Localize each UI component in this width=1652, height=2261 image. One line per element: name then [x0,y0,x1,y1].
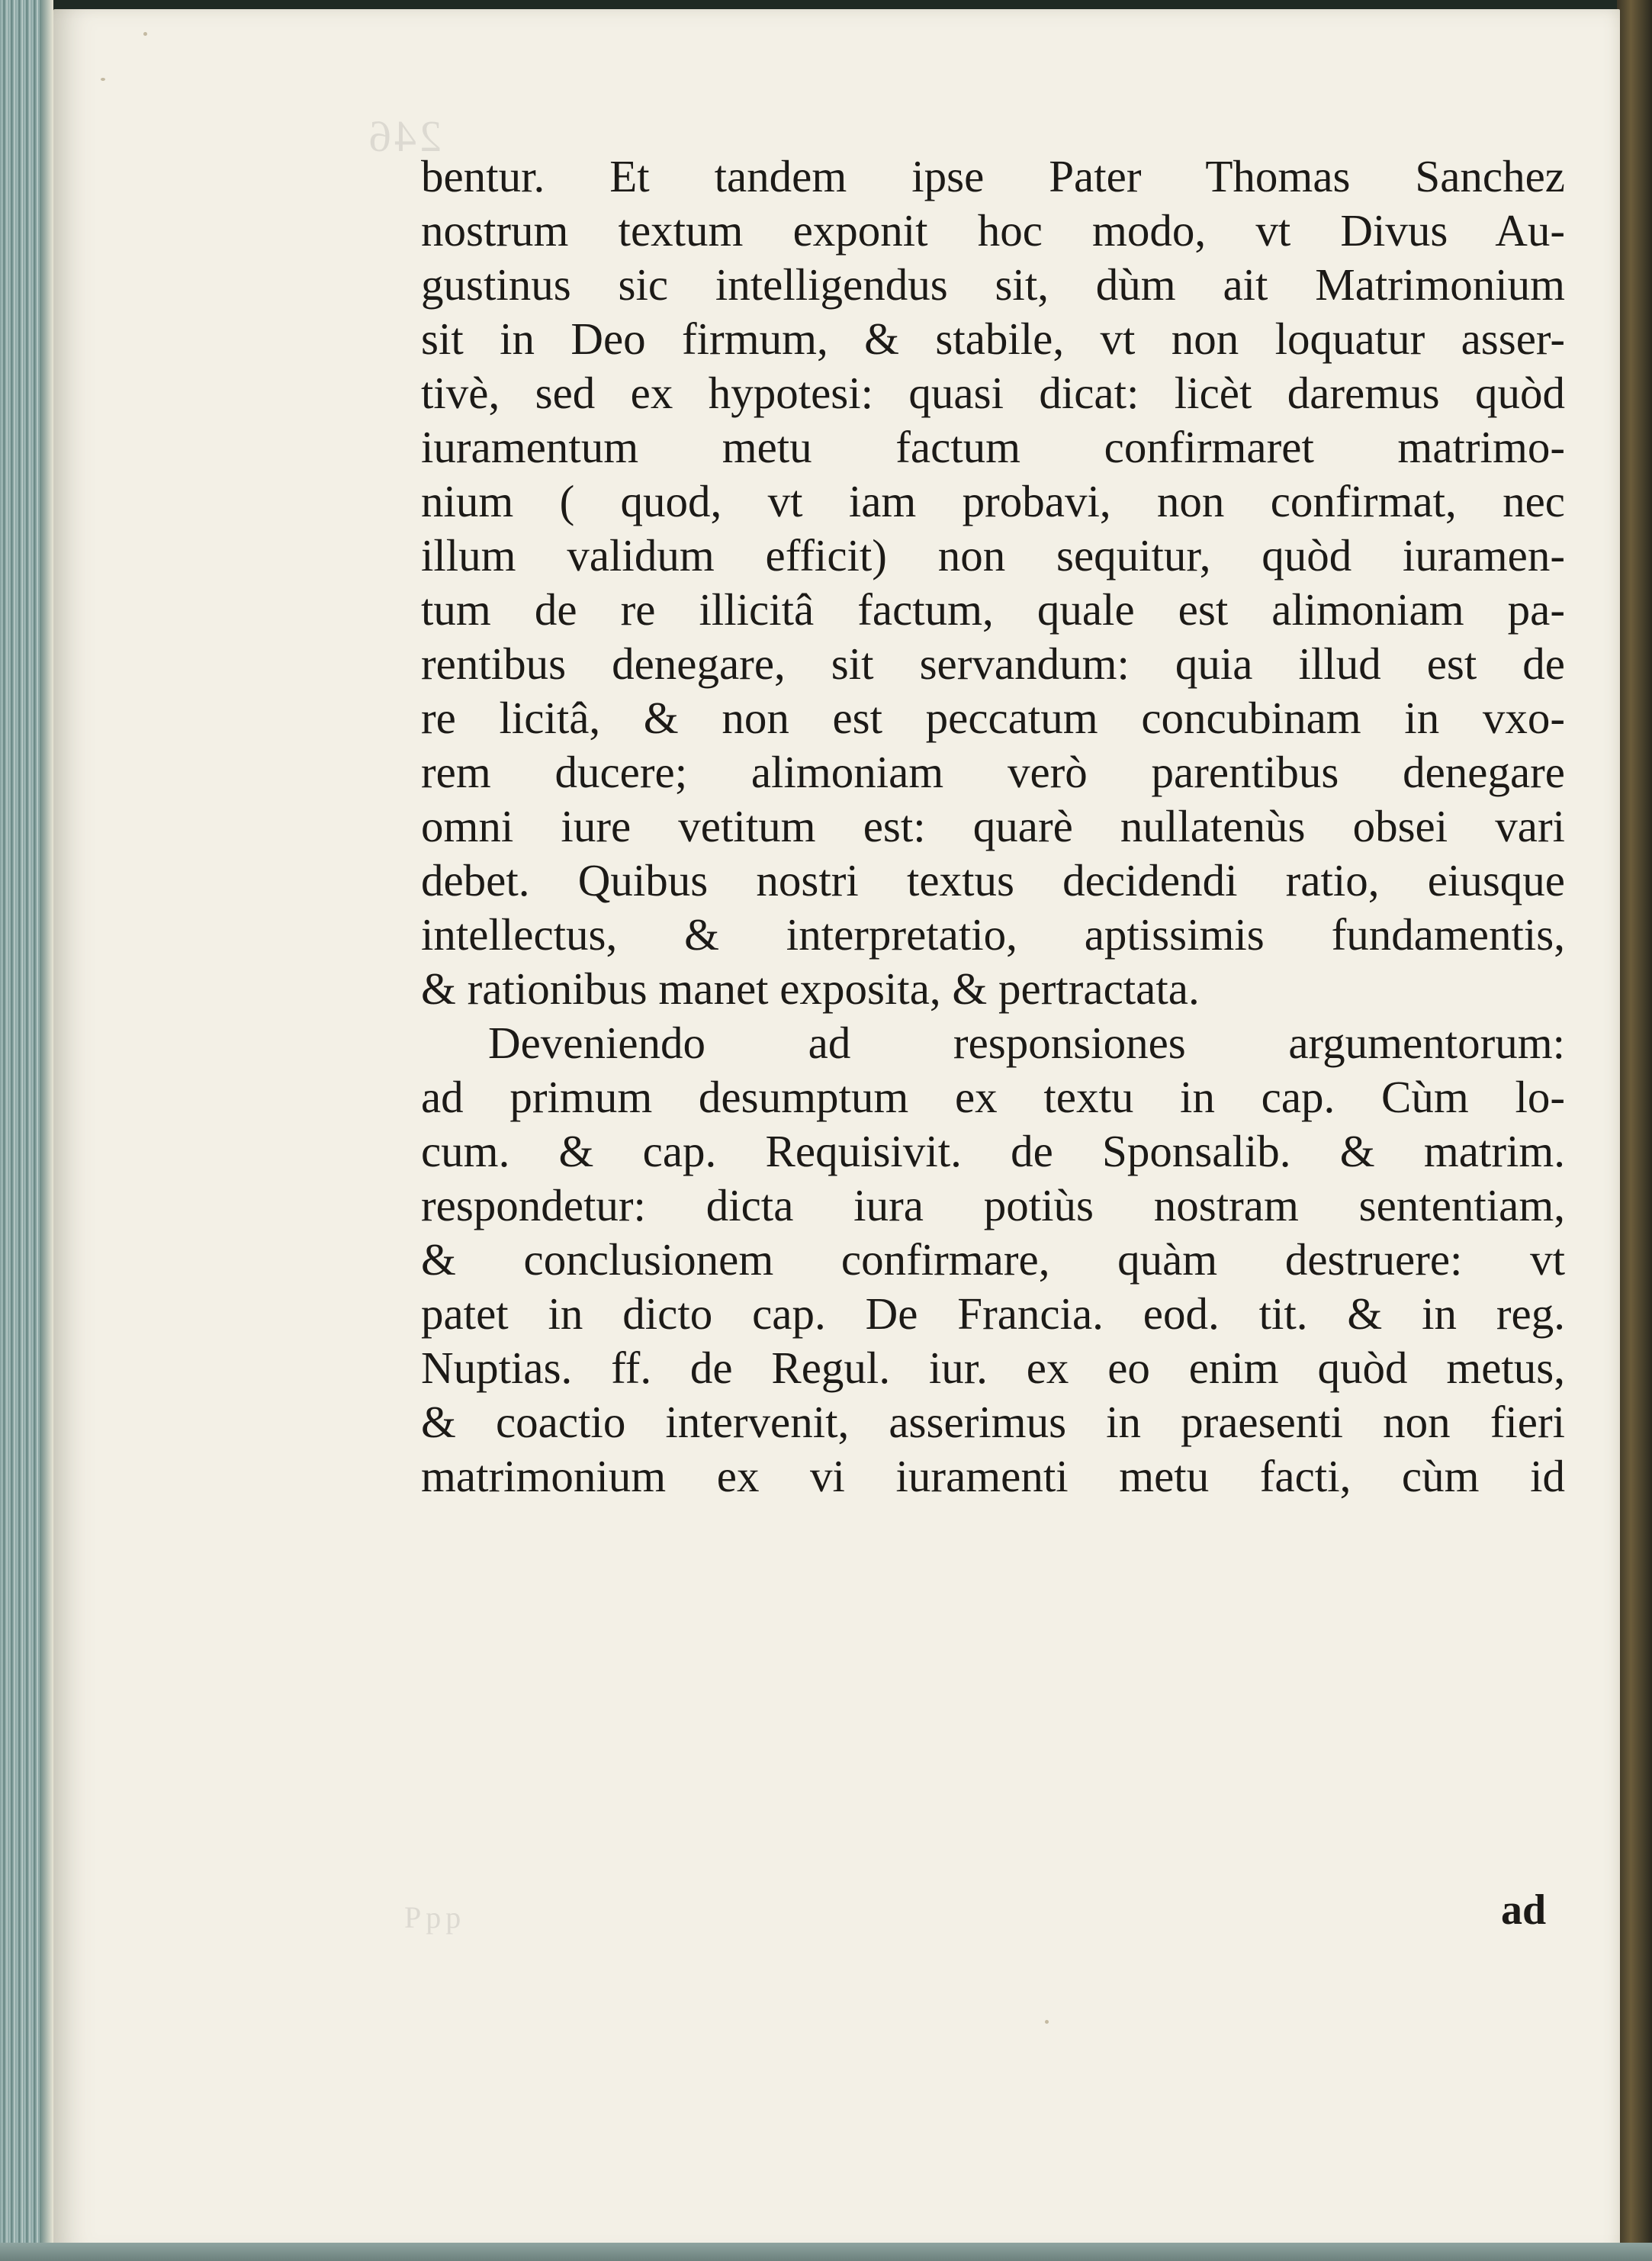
paper-speck [1045,2020,1049,2024]
text-line: Nuptias. ff. de Regul. iur. ex eo enim quòd metus, [421,1343,1565,1393]
text-line: nium ( quod, vt iam probavi, non confirmat, nec [421,476,1565,526]
text-line: gustinus sic intelligendus sit, dùm ait Matrimonium [421,259,1565,310]
catchword: ad [1501,1886,1547,1934]
page-fore-edge [0,0,53,2261]
text-line: matrimonium ex vi iuramenti metu facti, cùm id [421,1451,1565,1501]
text-line: & conclusionem confirmare, quàm destruere: vt [421,1234,1565,1285]
text-line: & rationibus manet exposita, & pertractata. [421,963,1200,1014]
text-line: sit in Deo firmum, & stabile, vt non loquatur asser- [421,314,1565,364]
text-line: omni iure vetitum est: quarè nullatenùs obsei vari [421,801,1565,851]
text-line: respondetur: dicta iura potiùs nostram sententiam, [421,1180,1565,1230]
text-line: bentur. Et tandem ipse Pater Thomas Sanchez [421,151,1565,201]
text-line: & coactio intervenit, asserimus in praesenti non fieri [421,1397,1565,1447]
text-line: re licitâ, & non est peccatum concubinam in vxo- [421,693,1565,743]
text-line: tum de re illicitâ factum, quale est alimoniam pa- [421,584,1565,635]
bleed-through-page-number: 246 [366,111,442,161]
bottom-edge [0,2243,1652,2261]
page-text [421,150,1565,1504]
text-line: intellectus, & interpretatio, aptissimis fundamentis, [421,909,1565,960]
text-line: rentibus denegare, sit servandum: quia illud est de [421,638,1565,689]
background-edge [1617,0,1652,2261]
text-line: nostrum textum exponit hoc modo, vt Divus Au- [421,205,1565,256]
text-line: Deveniendo ad responsiones argumentorum: [488,1018,1565,1068]
text-line: ad primum desumptum ex textu in cap. Cùm lo- [421,1072,1565,1122]
text-line: tivè, sed ex hypotesi: quasi dicat: licèt daremus quòd [421,368,1565,418]
text-line: illum validum efficit) non sequitur, quòd iuramen- [421,530,1565,581]
text-line: iuramentum metu factum confirmaret matrimo- [421,422,1565,472]
text-line: rem ducere; alimoniam verò parentibus denegare [421,747,1565,797]
text-line: cum. & cap. Requisivit. de Sponsalib. & matrim. [421,1126,1565,1176]
text-line: patet in dicto cap. De Francia. eod. tit. & in reg. [421,1288,1565,1339]
text-line: debet. Quibus nostri textus decidendi ratio, eiusque [421,855,1565,905]
paper-speck [101,78,105,81]
paper-speck [143,32,147,36]
bleed-through-signature: Ppp [404,1900,466,1935]
